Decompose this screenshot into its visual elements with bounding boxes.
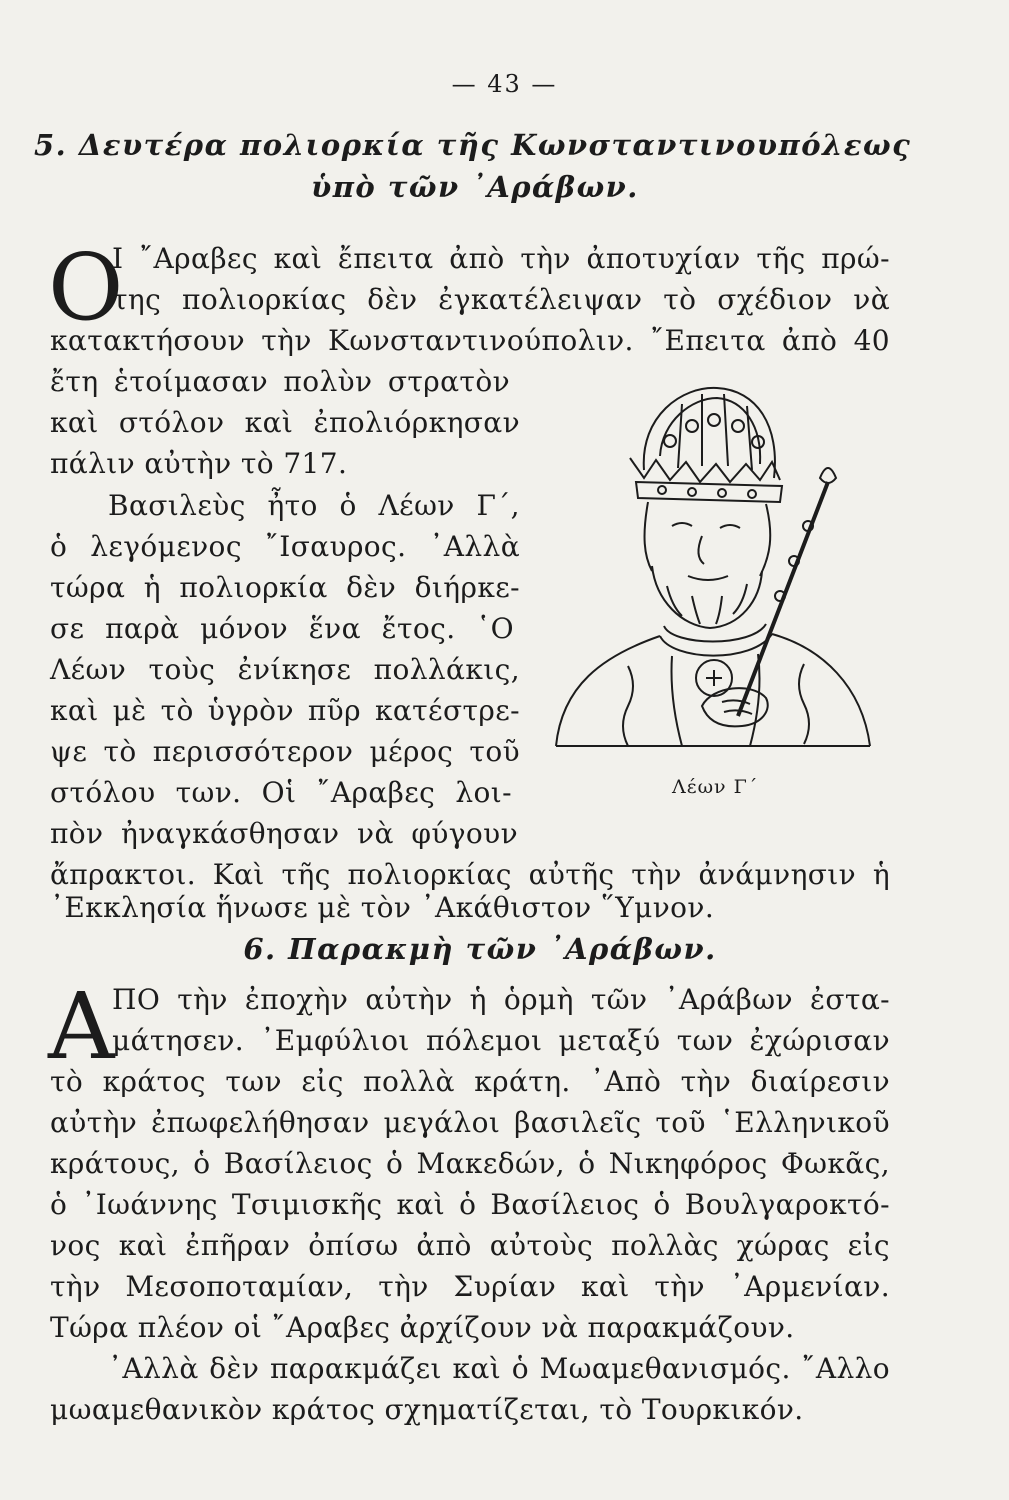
section-6-line-10: ᾿Αλλὰ δὲν παρακμάζει καὶ ὁ Μωαμεθανισμός. ῎Αλλο <box>108 1352 890 1385</box>
section-5-line-4: ἔτη ἑτοίμασαν πολὺν στρατὸν <box>50 365 510 398</box>
section-6-title: 6. Παρακμὴ τῶν ᾿Αράβων. <box>243 932 717 966</box>
section-5-line-10: σε παρὰ μόνον ἕνα ἔτος. ῾Ο <box>50 612 514 645</box>
section-5-title-line-1 <box>34 128 912 162</box>
section-6-line-1: ΠΟ τὴν ἐποχὴν αὐτὴν ἡ ὁρμὴ τῶν ᾿Αράβων ἐστα- <box>112 983 890 1016</box>
section-6-line-7: νος καὶ ἐπῆραν ὀπίσω ἀπὸ αὐτοὺς πολλὰς χώρας εἰς <box>50 1229 890 1262</box>
section-5-line-13: ψε τὸ περισσότερον μέρος τοῦ <box>50 735 520 768</box>
section-5-dropcap: Ο <box>48 234 124 341</box>
section-5-title-line-2: ὑπὸ τῶν ᾿Αράβων. <box>311 170 639 204</box>
section-5-line-9: τώρα ἡ πολιορκία δὲν διήρκε- <box>50 571 520 604</box>
section-6-line-8: τὴν Μεσοποταμίαν, τὴν Συρίαν καὶ τὴν ᾿Αρμενίαν. <box>50 1270 890 1303</box>
section-6-line-11: μωαμεθανικὸν κράτος σχηματίζεται, τὸ Τουρκικόν. <box>50 1393 804 1426</box>
leo-iii-portrait <box>552 386 874 756</box>
portrait-caption: Λέων Γ΄ <box>672 776 759 798</box>
section-6-line-4: αὐτὴν ἐπωφελήθησαν μεγάλοι βασιλεῖς τοῦ ῾Ελληνικοῦ <box>50 1106 890 1139</box>
section-5-title-word-2: πολιορκία τῆς <box>240 128 500 162</box>
section-6-line-6: ὁ ᾿Ιωάννης Τσιμισκῆς καὶ ὁ Βασίλειος ὁ Βουλγαροκτό- <box>50 1188 890 1221</box>
section-5-line-17: ᾿Εκκλησία ἥνωσε μὲ τὸν ᾿Ακάθιστον ῞Υμνον. <box>50 891 715 924</box>
section-5-line-11: Λέων τοὺς ἐνίκησε πολλάκις, <box>50 653 520 686</box>
section-5-title-word-3: Κωνσταντινουπόλεως <box>511 128 912 162</box>
section-5-line-6: πάλιν αὐτὴν τὸ 717. <box>50 447 348 480</box>
section-5-line-12: καὶ μὲ τὸ ὑγρὸν πῦρ κατέστρε- <box>50 694 520 727</box>
section-5-line-8: ὁ λεγόμενος ῎Ισαυρος. ᾿Αλλὰ <box>50 530 520 563</box>
section-5-line-16: ἄπρακτοι. Καὶ τῆς πολιορκίας αὐτῆς τὴν ἀνάμνησιν ἡ <box>50 858 890 891</box>
section-5-line-3: κατακτήσουν τὴν Κωνσταντινούπολιν. ῎Επειτα ἀπὸ 40 <box>50 324 890 357</box>
section-5-line-2: της πολιορκίας δὲν ἐγκατέλειψαν τὸ σχέδιον νὰ <box>112 283 890 316</box>
section-5-line-15: πὸν ἠναγκάσθησαν νὰ φύγουν <box>50 817 518 850</box>
section-5-title-word-1: Δευτέρα <box>78 128 229 162</box>
section-6-line-5: κράτους, ὁ Βασίλειος ὁ Μακεδών, ὁ Νικηφόρος Φωκᾶς, <box>50 1147 890 1180</box>
section-6-line-3: τὸ κράτος των εἰς πολλὰ κράτη. ᾿Απὸ τὴν διαίρεσιν <box>50 1065 890 1098</box>
section-5-line-1: Ι ῎Αραβες καὶ ἔπειτα ἀπὸ τὴν ἀποτυχίαν τῆς πρώ- <box>112 242 890 275</box>
section-5-line-5: καὶ στόλον καὶ ἐπολιόρκησαν <box>50 406 520 439</box>
section-5-line-7: Βασιλεὺς ἦτο ὁ Λέων Γ΄, <box>108 489 520 522</box>
page-number: — 43 — <box>451 70 558 98</box>
section-6-dropcap: Α <box>48 973 115 1080</box>
section-5-line-14: στόλου των. Οἱ ῎Αραβες λοι- <box>50 776 512 809</box>
section-6-line-9: Τώρα πλέον οἱ ῎Αραβες ἀρχίζουν νὰ παρακμάζουν. <box>50 1311 795 1344</box>
section-5-number: 5. <box>34 128 68 162</box>
section-6-line-2: μάτησεν. ᾿Εμφύλιοι πόλεμοι μεταξύ των ἐχώρισαν <box>112 1024 890 1057</box>
